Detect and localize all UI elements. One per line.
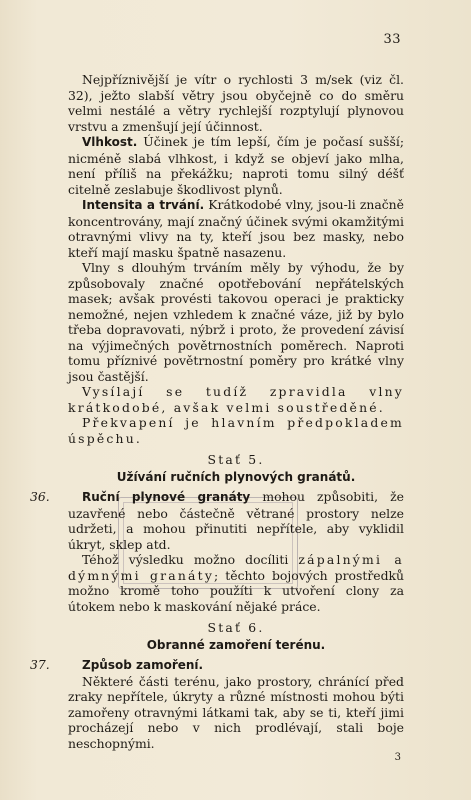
paragraph-conclusion: Vysílají se tudíž zpravidla vlny krátkodobé, avšak velmi soustředěné. bbox=[68, 384, 404, 415]
article-37 bbox=[30, 657, 404, 674]
section-5-label: Stať 5. bbox=[207, 452, 265, 467]
page-body bbox=[30, 72, 404, 751]
signature-mark: 3 bbox=[394, 752, 401, 763]
heading-humidity: Vlhkost. bbox=[82, 135, 138, 149]
section-6-label: Stať 6. bbox=[207, 620, 265, 635]
paragraph-contamination: Některé části terénu, jako prostory, chránící před zraky nepřítele, úkryty a různé místnosti mohou býti zamořeny otravnými látkami tak, aby se ti, kteří jimi procházejí nebo v nich prodlévají, stali boje neschopnými. bbox=[68, 673, 404, 751]
article-37-number: 37. bbox=[30, 657, 50, 672]
section-6-title: Obranné zamoření terénu. bbox=[146, 637, 326, 652]
paragraph-surprise: Překvapení je hlavním předpokladem úspěchu. bbox=[68, 415, 404, 446]
paragraph-incendiary: Téhož výsledku možno docíliti zápalnými a dýmnými granáty; těchto bojových prostředků možno kromě toho použíti k utvoření clony za útokem nebo k maskování nějaké práce. bbox=[68, 552, 404, 614]
page-number: 33 bbox=[383, 32, 401, 47]
section-5-title: Užívání ručních plynových granátů. bbox=[116, 469, 356, 484]
article-36: 36. Ruční plynové granáty mohou způsobiti, že uzavřené nebo částečně větrané prostory nelze udržeti, a mohou přinutiti nepřítele, aby vyklidil úkryt, sklep atd. bbox=[30, 489, 404, 552]
heading-hand-grenades: Ruční plynové granáty bbox=[82, 490, 251, 504]
heading-contamination-method: Způsob zamoření. bbox=[82, 658, 204, 672]
paragraph-intensity: Intensita a trvání. Krátkodobé vlny, jsou-li značně koncentrovány, mají značný účinek svými okamžitými otravnými vlivy na ty, kteří jsou bez masky, nebo kteří mají masku špatně nasazenu. bbox=[68, 197, 404, 260]
paragraph-wind: Nejpříznivější je vítr o rychlosti 3 m/sek (viz čl. 32), ježto slabší větry jsou obyčejně co do směru velmi nestálé a větry rychlejší rozptylují plynovou vrstvu a zmenšují její účinnost. bbox=[68, 72, 404, 134]
article-36-number: 36. bbox=[30, 489, 50, 504]
heading-intensity: Intensita a trvání. bbox=[82, 198, 205, 212]
paragraph-humidity: Vlhkost. Účinek je tím lepší, čím je počasí sušší; nicméně slabá vlhkost, i když se objeví jako mlha, není příliš na překážku; naproti tomu silný déšť citelně zeslabuje škodlivost plynů. bbox=[68, 134, 404, 197]
paragraph-long-waves: Vlny s dlouhým trváním měly by výhodu, že by způsobovaly značné opotřebování nepřátelských masek; avšak provésti takovou operaci je prakticky nemožné, nejen vzhledem k značné váze, již by bylo třeba dopravovati, nýbrž i proto, že provedení závisí na výjimečných povětrnostních poměrech. Naproti tomu příznivé povětrnostní poměry pro krátké vlny jsou častější. bbox=[68, 260, 404, 384]
